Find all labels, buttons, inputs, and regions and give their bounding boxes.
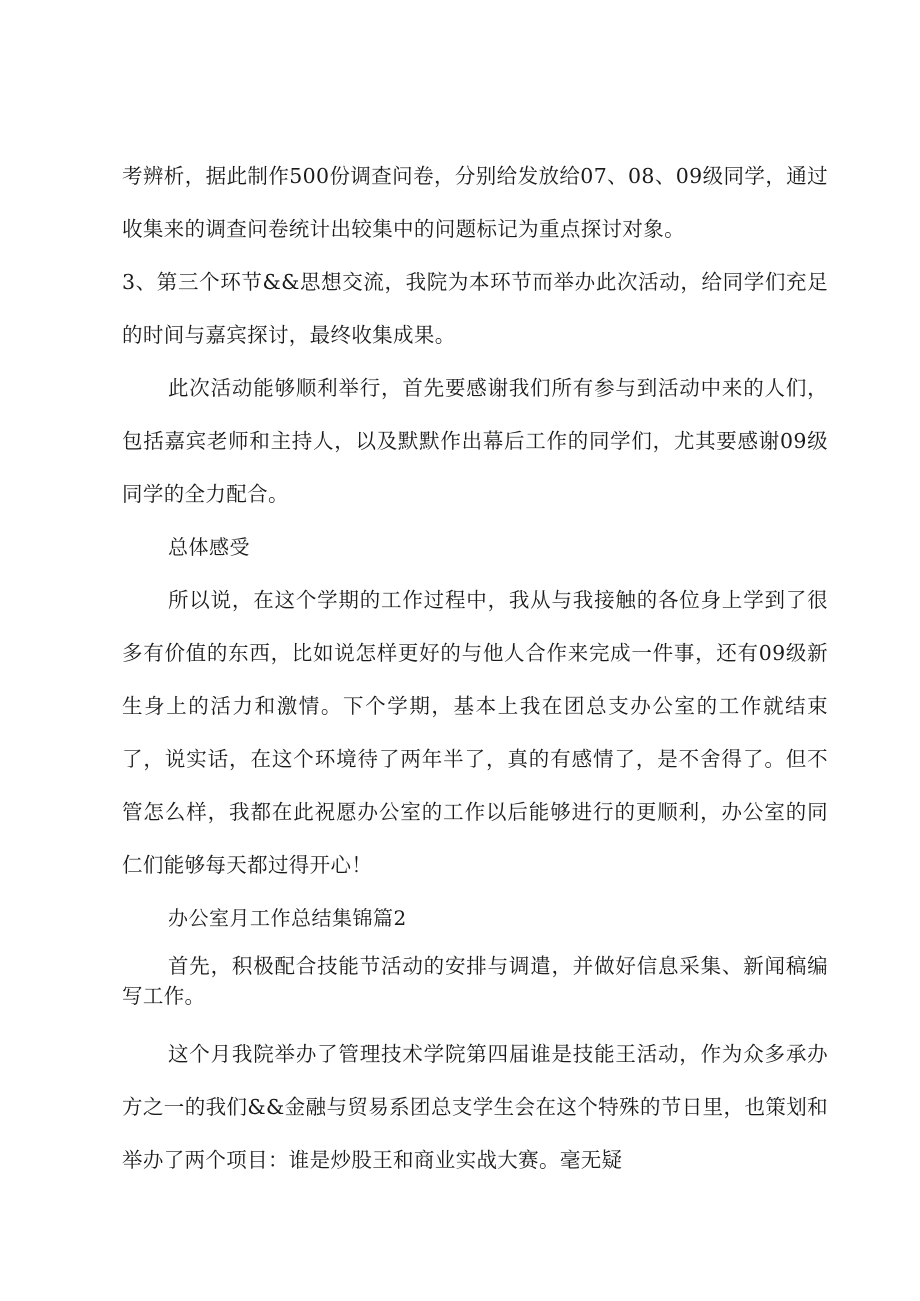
paragraph-thanks: 此次活动能够顺利举行，首先要感谢我们所有参与到活动中来的人们，包括嘉宾老师和主持人，以及默默作出幕后工作的同学们，尤其要感谢09级同学的全力配合。	[122, 376, 828, 506]
document-page	[122, 150, 828, 1187]
paragraph-first-task: 首先，积极配合技能节活动的安排与调遣，并做好信息采集、新闻稿编写工作。	[122, 954, 828, 1008]
paragraph-skills-festival: 这个月我院举办了管理技术学院第四届谁是技能王活动，作为众多承办方之一的我们&&金融与贸易系团总支学生会在这个特殊的节日里，也策划和举办了两个项目：谁是炒股王和商业实战大赛。毫无疑	[122, 1042, 828, 1172]
section-heading-part-2: 办公室月工作总结集锦篇2	[168, 906, 407, 930]
paragraph-survey-continuation: 考辨析，据此制作500份调查问卷，分别给发放给07、08、09级同学，通过收集来的调查问卷统计出较集中的问题标记为重点探讨对象。	[122, 164, 828, 241]
paragraph-third-session: 3、第三个环节&&思想交流，我院为本环节而举办此次活动，给同学们充足的时间与嘉宾探讨，最终收集成果。	[122, 270, 828, 347]
section-heading-overall-feelings: 总体感受	[168, 535, 250, 559]
paragraph-overall-feelings: 所以说，在这个学期的工作过程中，我从与我接触的各位身上学到了很多有价值的东西，比如说怎样更好的与他人合作来完成一件事，还有09级新生身上的活力和激情。下个学期，基本上我在团总支办公室的工作就结束了，说实话，在这个环境待了两年半了，真的有感情了，是不舍得了。但不管怎么样，我都在此祝愿办公室的工作以后能够进行的更顺利，办公室的同仁们能够每天都过得开心！	[122, 588, 828, 877]
